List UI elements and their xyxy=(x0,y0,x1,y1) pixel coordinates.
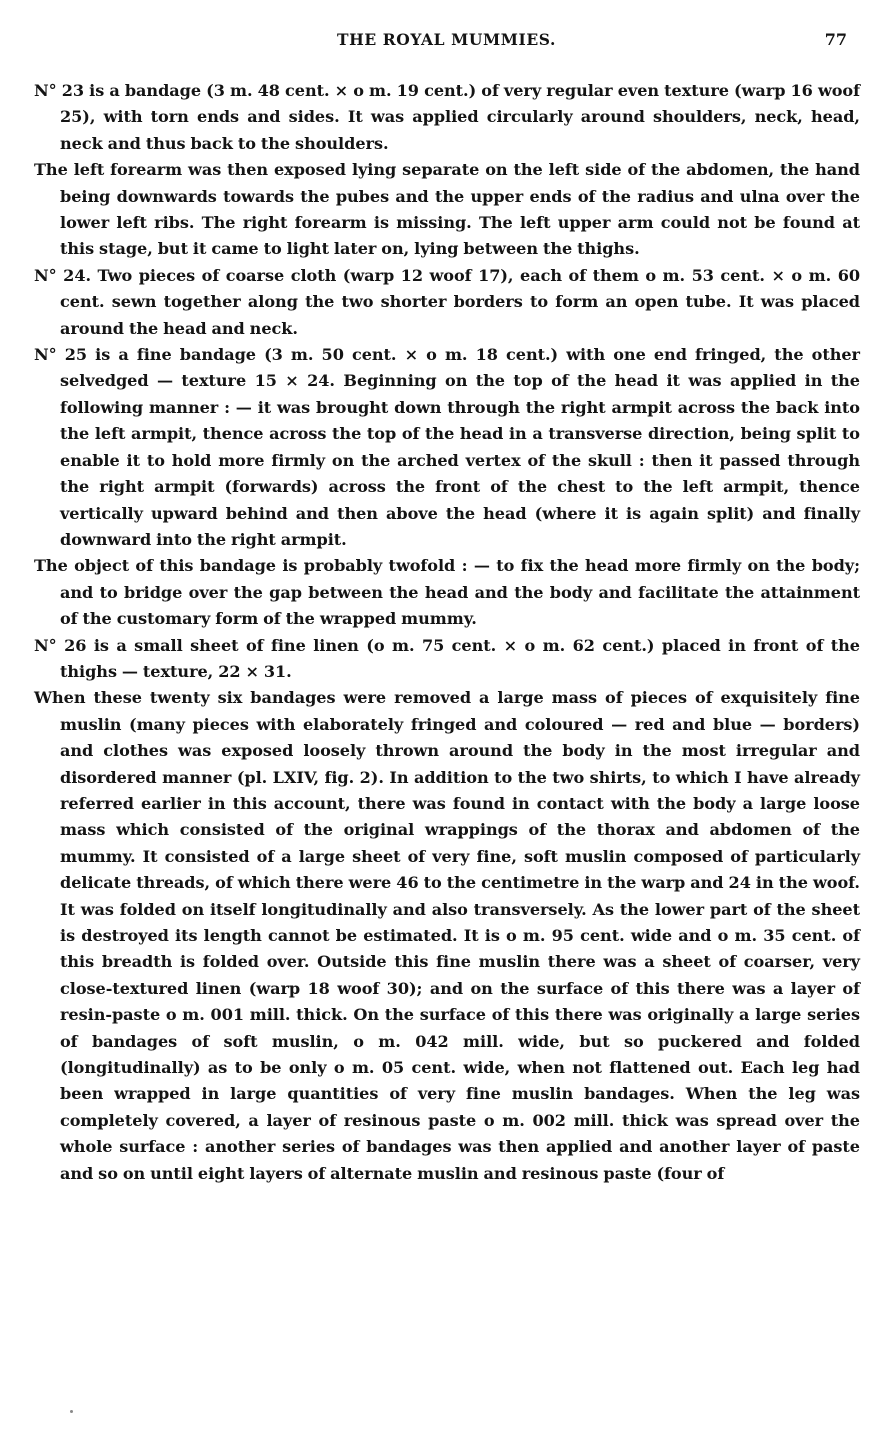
body-text xyxy=(34,78,860,1187)
page-number: 77 xyxy=(824,30,847,49)
paragraph-bandage-25: N° 25 is a fine bandage (3 m. 50 cent. × o m. 18 cent.) with one end fringed, the other selvedged — texture 15 × 24. Beginning on the top of the head it was applied in the following manner : — it was brought down through the right armpit across the back into the left armpit, thence across the top of the head in a transverse direction, being split to enable it to hold more firmly on the arched vertex of the skull : then it passed through the right armpit (forwards) across the front of the chest to the left armpit, thence vertically upward behind and then above the head (where it is again split) and finally downward into the right armpit. xyxy=(34,345,860,549)
paragraph-bandage-24: N° 24. Two pieces of coarse cloth (warp 12 woof 17), each of them o m. 53 cent. × o m. 60 cent. sewn together along the two shorter borders to form an open tube. It was placed around the head and neck. xyxy=(34,265,860,338)
paragraph-muslin-mass: When these twenty six bandages were removed a large mass of pieces of exquisitely fine muslin (many pieces with elaborately fringed and coloured — red and blue — borders) and clothes was exposed loosely thrown around the body in the most irregular and disordered manner (pl. LXIV, fig. 2). In addition to the two shirts, to which I have already referred earlier in this account, there was found in contact with the body a large loose mass which consisted of the original wrappings of the thorax and abdomen of the mummy. It consisted of a large sheet of very fine, soft muslin composed of particularly delicate threads, of which there were 46 to the centimetre in the warp and 24 in the woof. It was folded on itself longitudinally and also transversely. As the lower part of the sheet is destroyed its length cannot be estimated. It is o m. 95 cent. wide and o m. 35 cent. of this breadth is folded over. Outside this fine muslin there was a sheet of coarser, very close-textured linen (warp 18 woof 30); and on the surface of this there was a layer of resin-paste o m. 001 mill. thick. On the surface of this there was originally a large series of bandages of soft muslin, o m. 042 mill. wide, but so puckered and folded (longitudinally) as to be only o m. 05 cent. wide, when not flattened out. Each leg had been wrapped in large quantities of very fine muslin bandages. When the leg was completely covered, a layer of resinous paste o m. 002 mill. thick was spread over the whole surface : another series of bandages was then applied and another layer of paste and so on until eight layers of alternate muslin and resinous paste (four of xyxy=(34,688,860,1183)
paragraph-left-forearm: The left forearm was then exposed lying separate on the left side of the abdomen, the hand being downwards towards the pubes and the upper ends of the radius and ulna over the lower left ribs. The right forearm is missing. The left upper arm could not be found at this stage, but it came to light later on, lying between the thighs. xyxy=(34,160,860,259)
page-speck xyxy=(70,1410,73,1413)
page-header xyxy=(34,30,859,54)
paragraph-bandage-23: N° 23 is a bandage (3 m. 48 cent. × o m. 19 cent.) of very regular even texture (warp 16 woof 25), with torn ends and sides. It was applied circularly around shoulders, neck, head, neck and thus back to the shoulders. xyxy=(34,81,860,153)
paragraph-bandage-purpose: The object of this bandage is probably twofold : — to fix the head more firmly on the body; and to bridge over the gap between the head and the body and facilitate the attainment of the customary form of the wrapped mummy. xyxy=(34,556,860,629)
running-title: THE ROYAL MUMMIES. xyxy=(336,30,557,49)
paragraph-bandage-26: N° 26 is a small sheet of fine linen (o m. 75 cent. × o m. 62 cent.) placed in front of the thighs — texture, 22 × 31. xyxy=(34,635,860,681)
